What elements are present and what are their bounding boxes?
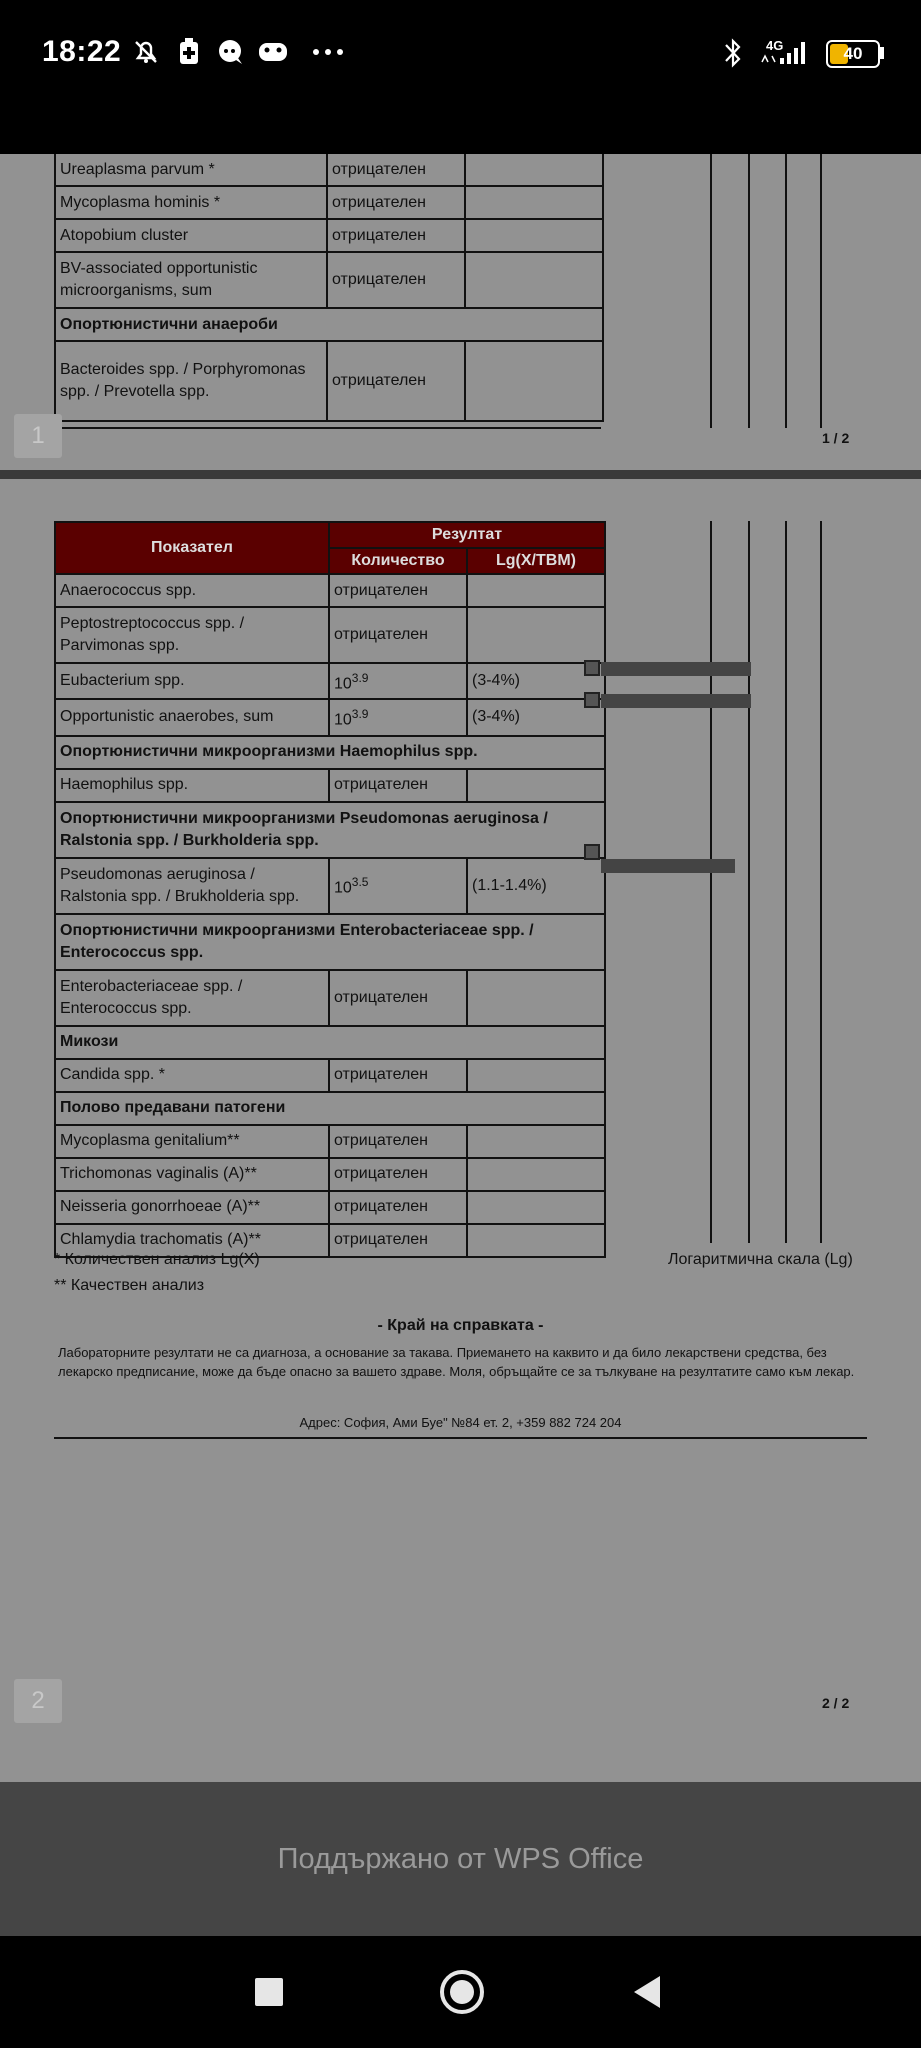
- navigation-bar: [0, 1936, 921, 2048]
- result-base: 10: [334, 675, 352, 693]
- result-value: отрицателен: [329, 1125, 467, 1158]
- table-row: [55, 1059, 605, 1092]
- scale-line: [710, 154, 712, 428]
- address: Адрес: София, Ами Буе" №84 ет. 2, +359 882 724 204: [299, 1415, 622, 1430]
- section-row: [55, 914, 605, 970]
- indicator-name: Haemophilus spp.: [55, 769, 329, 802]
- home-icon[interactable]: [440, 1970, 484, 2014]
- footnote-qualitative: ** Качествен анализ: [54, 1277, 205, 1294]
- recents-icon[interactable]: [255, 1978, 283, 2006]
- battery-saver-icon: [176, 36, 202, 68]
- section-row: [55, 308, 603, 341]
- result-value: отрицателен: [329, 970, 467, 1026]
- header-result: Резултат: [329, 522, 605, 548]
- result-value: отрицателен: [327, 341, 465, 421]
- lg-value: [467, 1191, 605, 1224]
- lg-value: [467, 769, 605, 802]
- result-value: отрицателен: [327, 252, 465, 308]
- header-lg: Lg(X/ТВМ): [467, 548, 605, 574]
- result-value: [329, 663, 467, 699]
- page-rule: [54, 427, 601, 429]
- indicator-name: Anaerococcus spp.: [55, 574, 329, 607]
- indicator-name: Enterobacteriaceae spp. / Enterococcus spp.: [55, 970, 329, 1026]
- section-title: Опортюнистични микроорганизми Enterobacteriaceae spp. / Enterococcus spp.: [55, 914, 605, 970]
- scale-line: [710, 521, 712, 1243]
- result-value: отрицателен: [329, 607, 467, 663]
- section-title: Опортюнистични анаероби: [55, 308, 603, 341]
- indicator-name: Opportunistic anaerobes, sum: [55, 699, 329, 735]
- document-title[interactable]: 20.01.2022…ледване (2): [301, 100, 620, 131]
- section-row: [55, 1026, 605, 1059]
- table-row: [55, 154, 603, 186]
- section-title: Микози: [55, 1026, 605, 1059]
- scale-line: [820, 154, 822, 428]
- header-indicator: Показател: [55, 522, 329, 574]
- lg-value: [465, 154, 603, 186]
- lg-value: (1.1-1.4%): [467, 858, 605, 914]
- page-number: 2 / 2: [822, 1695, 850, 1711]
- marker-eubacterium: [584, 660, 600, 676]
- page-1: [0, 154, 921, 470]
- result-exponent: 3.5: [351, 875, 369, 890]
- section-row: [55, 1092, 605, 1125]
- table-row: [55, 1191, 605, 1224]
- indicator-name: BV-associated opportunistic microorganisms, sum: [55, 252, 327, 308]
- result-value: [329, 699, 467, 735]
- indicator-name: Eubacterium spp.: [55, 663, 329, 699]
- header-row: [55, 522, 605, 548]
- log-scale-label: Логаритмична скала (Lg): [668, 1251, 853, 1268]
- result-value: отрицателен: [329, 1191, 467, 1224]
- disclaimer: Лабораторните резултати не са диагноза, а основание за такава. Приемането на каквито и да било лекарствени средства, без лекарско предписание, може да бъде опасно за вашето здраве. Моля, обръщайте се за тълкуване на резултатите само към лекар.: [58, 1345, 855, 1379]
- header-quantity: Количество: [329, 548, 467, 574]
- clock: 18:22: [42, 35, 122, 68]
- section-row: [55, 802, 605, 858]
- lg-value: [465, 252, 603, 308]
- table-row: [55, 970, 605, 1026]
- scale-line: [820, 521, 822, 1243]
- table-row: [55, 699, 605, 735]
- result-value: отрицателен: [329, 574, 467, 607]
- gamepad-icon: [256, 36, 290, 68]
- table-row: [55, 858, 605, 914]
- bell-off-icon: [130, 36, 162, 68]
- page-badge[interactable]: 2: [14, 1679, 62, 1723]
- scale-line: [748, 521, 750, 1243]
- wps-footer: Поддържано от WPS Office: [0, 1782, 921, 1936]
- indicator-name: Trichomonas vaginalis (A)**: [55, 1158, 329, 1191]
- more-notifications-icon: [310, 36, 346, 68]
- indicator-name: Mycoplasma hominis *: [55, 186, 327, 219]
- table-row: [55, 252, 603, 308]
- footer-rule: [54, 1437, 867, 1439]
- lg-value: [467, 1158, 605, 1191]
- table-row: [55, 186, 603, 219]
- table-row: [55, 574, 605, 607]
- table-row: [55, 341, 603, 421]
- scale-line: [785, 521, 787, 1243]
- result-value: отрицателен: [327, 219, 465, 252]
- bar-opp-anaerobes: [601, 694, 751, 708]
- bluetooth-icon: [720, 36, 746, 70]
- indicator-name: Bacteroides spp. / Porphyromonas spp. / Prevotella spp.: [55, 341, 327, 421]
- network-type: 4G: [766, 38, 784, 53]
- section-row: [55, 736, 605, 769]
- indicator-name: Peptostreptococcus spp. / Parvimonas spp.: [55, 607, 329, 663]
- table-row: [55, 1158, 605, 1191]
- lg-value: [467, 574, 605, 607]
- table-row: [55, 607, 605, 663]
- result-value: отрицателен: [327, 186, 465, 219]
- bar-eubacterium: [601, 662, 751, 676]
- lg-value: [467, 607, 605, 663]
- lg-value: [467, 1224, 605, 1257]
- table-row: [55, 219, 603, 252]
- indicator-name: Pseudomonas aeruginosa / Ralstonia spp. / Brukholderia spp.: [55, 858, 329, 914]
- marker-pseudomonas: [584, 844, 600, 860]
- battery-level: 40: [843, 44, 863, 63]
- bar-pseudomonas: [601, 859, 735, 873]
- indicator-name: Candida spp. *: [55, 1059, 329, 1092]
- page-badge[interactable]: 1: [14, 414, 62, 458]
- lg-value: [465, 341, 603, 421]
- marker-opp-anaerobes: [584, 692, 600, 708]
- results-table-page-1: [54, 154, 604, 422]
- page-number: 1 / 2: [822, 430, 850, 446]
- lg-value: [465, 186, 603, 219]
- result-value: отрицателен: [329, 1059, 467, 1092]
- results-table-page-2: [54, 521, 606, 1258]
- lg-value: [467, 1125, 605, 1158]
- status-bar: [0, 0, 921, 108]
- lg-value: [465, 219, 603, 252]
- lg-value: (3-4%): [467, 663, 605, 699]
- table-row: [55, 1125, 605, 1158]
- result-value: [329, 858, 467, 914]
- footnote-quantitative: * Количествен анализ Lg(X): [54, 1251, 260, 1268]
- section-title: Опортюнистични микроорганизми Haemophilus spp.: [55, 736, 605, 769]
- back-icon[interactable]: [632, 1974, 664, 2010]
- assistant-icon: [214, 36, 246, 68]
- result-exponent: 3.9: [351, 707, 369, 722]
- result-value: отрицателен: [329, 1224, 467, 1257]
- section-title: Полово предавани патогени: [55, 1092, 605, 1125]
- section-title: Опортюнистични микроорганизми Pseudomonas aeruginosa / Ralstonia spp. / Burkholderia spp.: [55, 802, 605, 858]
- result-base: 10: [334, 879, 352, 897]
- result-exponent: 3.9: [351, 671, 369, 685]
- indicator-name: Chlamydia trachomatis (A)**: [55, 1224, 329, 1257]
- indicator-name: Ureaplasma parvum *: [55, 154, 327, 186]
- end-of-report: - Край на справката -: [377, 1317, 544, 1334]
- indicator-name: Mycoplasma genitalium**: [55, 1125, 329, 1158]
- table-row: [55, 663, 605, 699]
- indicator-name: Neisseria gonorrhoeae (A)**: [55, 1191, 329, 1224]
- result-value: отрицателен: [329, 769, 467, 802]
- result-value: отрицателен: [329, 1158, 467, 1191]
- page-2: [0, 479, 921, 1782]
- indicator-name: Atopobium cluster: [55, 219, 327, 252]
- result-base: 10: [334, 711, 352, 729]
- lg-value: (3-4%): [467, 699, 605, 735]
- signal-icon: [760, 36, 812, 68]
- table-row: [55, 769, 605, 802]
- document-viewer[interactable]: [0, 154, 921, 1782]
- scale-line: [785, 154, 787, 428]
- lg-value: [467, 1059, 605, 1092]
- battery-icon: [826, 40, 880, 68]
- result-value: отрицателен: [327, 154, 465, 186]
- page-divider: [0, 470, 921, 479]
- scale-line: [748, 154, 750, 428]
- lg-value: [467, 970, 605, 1026]
